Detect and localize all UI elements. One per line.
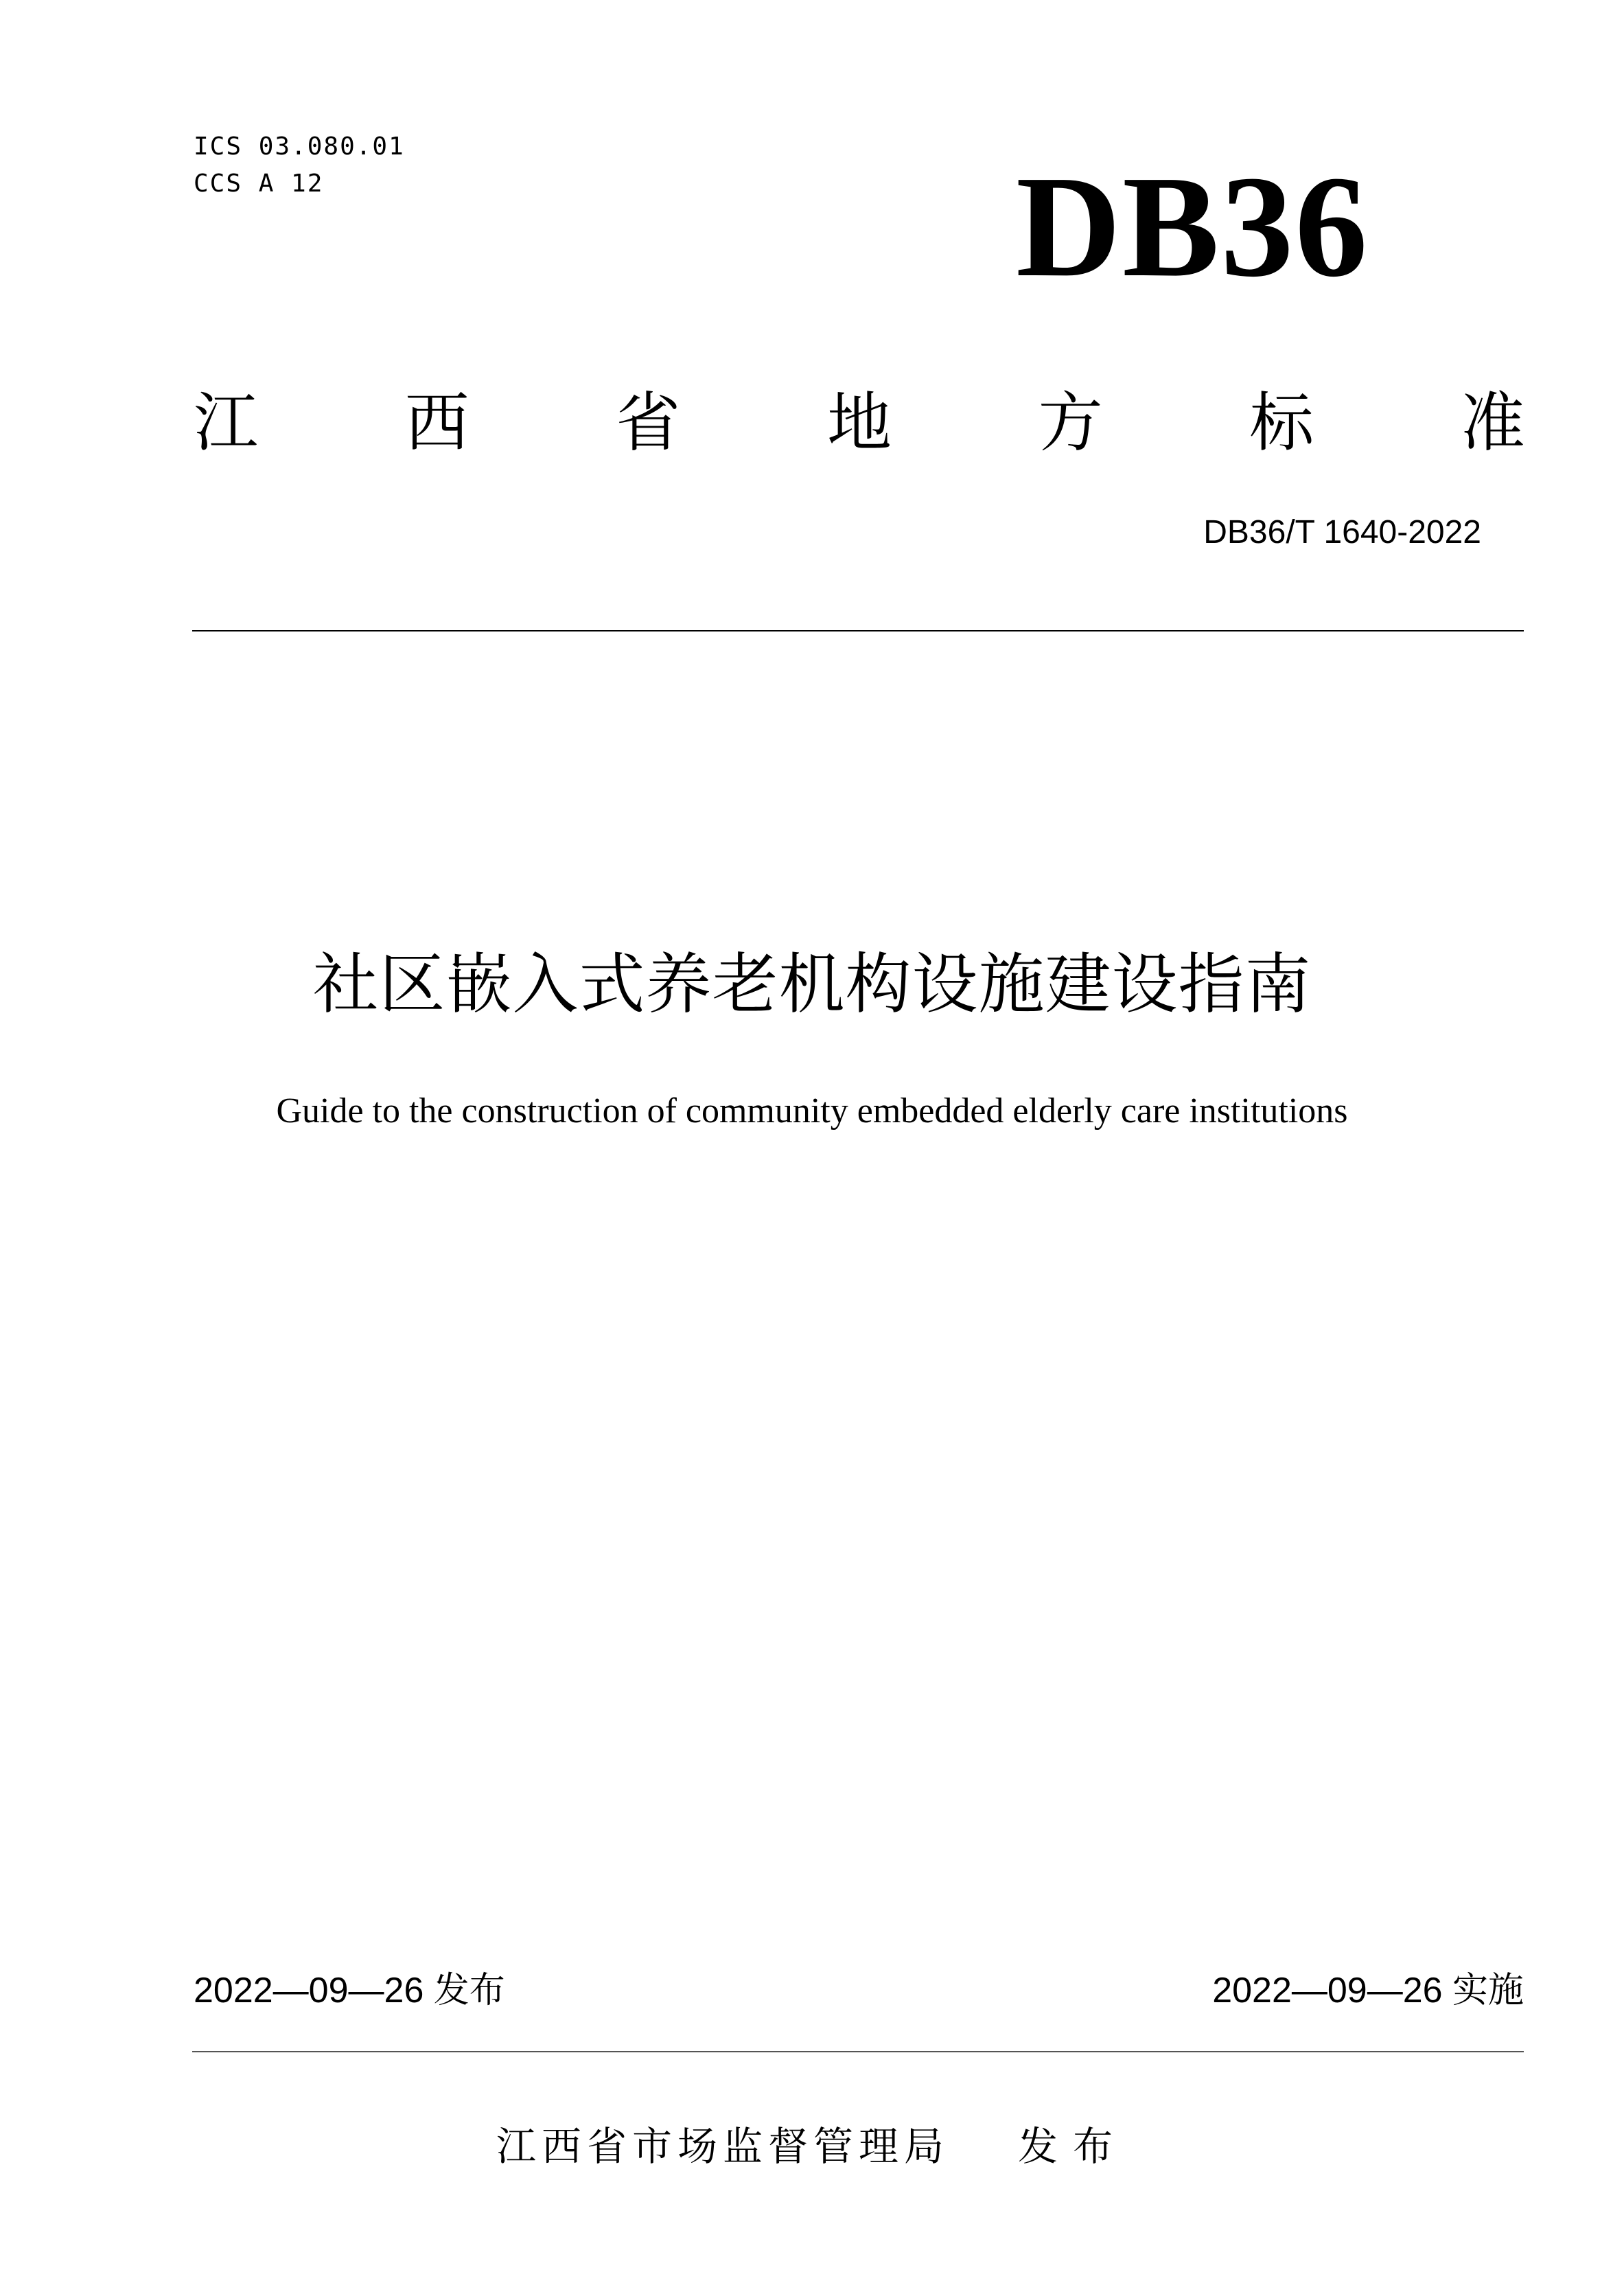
top-divider xyxy=(192,630,1524,631)
title-chinese: 社区嵌入式养老机构设施建设指南 xyxy=(312,946,1312,1023)
publish-label: 发布 xyxy=(1018,2123,1128,2170)
publisher-name: 江西省市场监督管理局 xyxy=(496,2123,949,2170)
title-english: Guide to the construction of community embedded elderly care institutions xyxy=(276,1091,1348,1130)
issue-date: 2022—09—26 发布 xyxy=(194,1971,505,2010)
ccs-code: CCS A 12 xyxy=(194,170,324,198)
standard-logo: DB36 xyxy=(1016,146,1369,307)
category-char: 准 xyxy=(1460,386,1525,461)
publisher-line xyxy=(0,2123,1624,2170)
standard-number: DB36/T 1640-2022 xyxy=(1203,514,1481,550)
category-char: 地 xyxy=(826,386,892,461)
category-char: 省 xyxy=(616,386,681,461)
category-char: 方 xyxy=(1038,386,1103,461)
category-char: 标 xyxy=(1249,386,1314,461)
bottom-divider xyxy=(192,2051,1524,2052)
category-char: 西 xyxy=(404,386,469,461)
standard-category xyxy=(194,379,1525,468)
implementation-date: 2022—09—26 实施 xyxy=(1212,1971,1524,2010)
ics-code: ICS 03.080.01 xyxy=(194,132,405,161)
category-char: 江 xyxy=(194,386,259,461)
